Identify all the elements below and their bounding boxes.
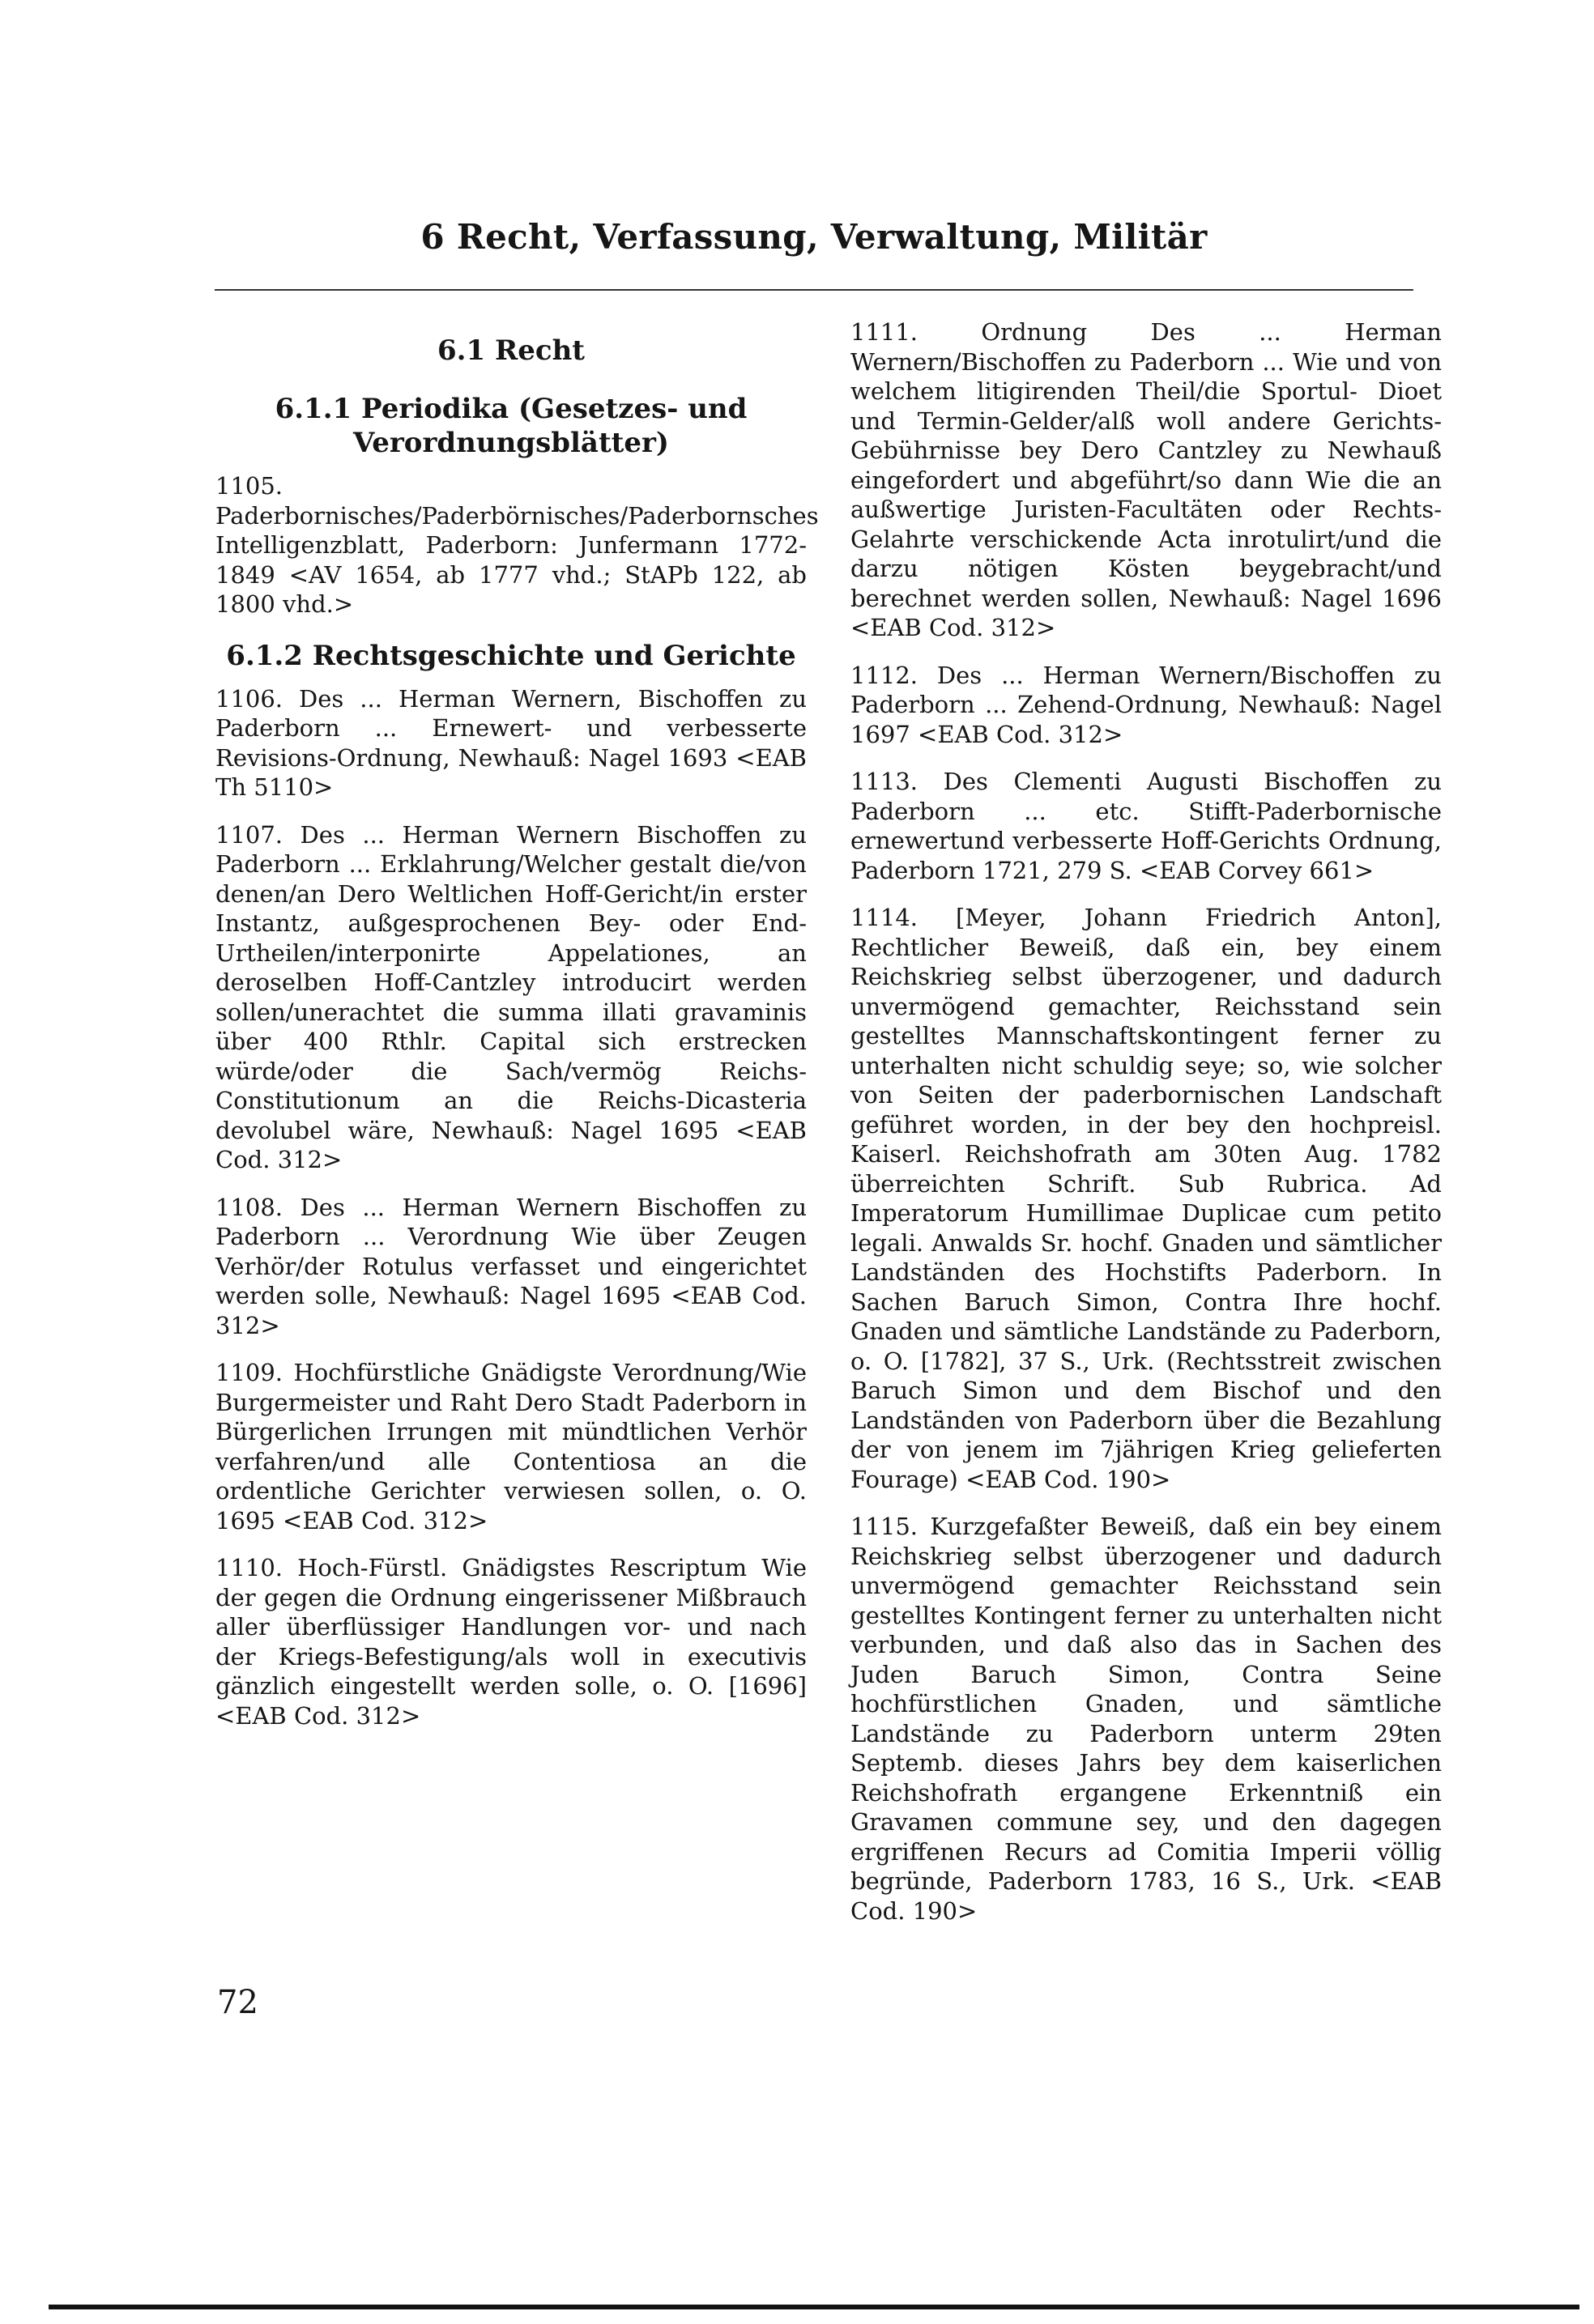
chapter-title: 6 Recht, Verfassung, Verwaltung, Militär (420, 217, 1208, 257)
header-rule (215, 289, 1413, 291)
right-column (850, 317, 1442, 1943)
page-number: 72 (217, 1984, 258, 2021)
entry-1115: 1115. Kurzgefaßter Beweiß, daß ein bey einem Reichskrieg selbst überzogener und dadurch unvermögend gemachter Reichsstand sein gestelltes Kontingent ferner zu unterhalten nicht verbunden, und daß also das in Sachen des Juden Baruch Simon, Contra Seine hochfürstlichen Gnaden, und sämtliche Landstände zu Paderborn unterm 29ten Septemb. dieses Jahrs bey dem kaiserlichen Reichshofrath ergangene Erkenntniß ein Gravamen commune sey, und den dagegen ergriffenen Recurs ad Comitia Imperii völlig begründe, Paderborn 1783, 16 S., Urk. <EAB Cod. 190> (850, 1513, 1442, 1925)
left-column (215, 317, 819, 1748)
entry-1113: 1113. Des Clementi Augusti Bischoffen zu Paderborn ... etc. Stifft-Paderbornische ernewertund verbesserte Hoff-Gerichts Ordnung, Paderborn 1721, 279 S. <EAB Corvey 661> (850, 768, 1442, 884)
entry-1110: 1110. Hoch-Fürstl. Gnädigstes Rescriptum Wie der gegen die Ordnung eingerissener Mißbrauch aller überflüssiger Handlungen vor- und nach der Kriegs-Befestigung/als woll in executivis gänzlich eingestellt werden solle, o. O. [1696] <EAB Cod. 312> (215, 1554, 807, 1730)
entry-1106: 1106. Des ... Herman Wernern, Bischoffen zu Paderborn ... Ernewert- und verbesserte Revisions-Ordnung, Newhauß: Nagel 1693 <EAB Th 5110> (215, 684, 807, 801)
entry-1109: 1109. Hochfürstliche Gnädigste Verordnung/Wie Burgermeister und Raht Dero Stadt Paderborn in Bürgerlichen Irrungen mit mündtlichen Verhör verfahren/und alle Contentiosa an die ordentliche Gerichter verwiesen sollen, o. O. 1695 <EAB Cod. 312> (215, 1359, 807, 1534)
entry-1107: 1107. Des ... Herman Wernern Bischoffen zu Paderborn ... Erklahrung/Welcher gestalt die/von denen/an Dero Weltlichen Hoff-Gericht/in erster Instantz, außgesprochenen Bey- oder End-Urtheilen/interponirte Appelationes, an deroselben Hoff-Cantzley introducirt werden sollen/unerachtet die summa illati gravaminis über 400 Rthlr. Capital sich erstrecken würde/oder die Sach/vermög Reichs-Constitutionum an die Reichs-Dicasteria devolubel wäre, Newhauß: Nagel 1695 <EAB Cod. 312> (215, 820, 807, 1173)
entry-1105: 1105. Paderbornisches/Paderbörnisches/Paderbornsches Intelligenzblatt, Paderborn: Junfermann 1772-1849 <AV 1654, ab 1777 vhd.; StAPb 122, ab 1800 vhd.> (215, 472, 819, 618)
section-heading-6-1-1: 6.1.1 Periodika (Gesetzes- und Verordnungsblätter) (275, 393, 748, 459)
entry-1112: 1112. Des ... Herman Wernern/Bischoffen zu Paderborn ... Zehend-Ordnung, Newhauß: Nagel 1697 <EAB Cod. 312> (850, 661, 1442, 748)
entry-1111: 1111. Ordnung Des ... Herman Wernern/Bischoffen zu Paderborn ... Wie und von welchem litigirenden Theil/die Sportul- Dioet und Termin-Gelder/alß woll andere Gerichts-Gebührnisse bey Dero Cantzley zu Newhauß eingefordert und abgeführt/so dann Wie die an außwertige Juristen-Facultäten oder Rechts-Gelahrte verschickende Acta inrotulirt/und die darzu nötigen Kösten beygebracht/und berechnet werden sollen, Newhauß: Nagel 1696 <EAB Cod. 312> (850, 318, 1442, 641)
entry-1108: 1108. Des ... Herman Wernern Bischoffen zu Paderborn ... Verordnung Wie über Zeugen Verhör/der Rotulus verfasset und eingerichtet werden solle, Newhauß: Nagel 1695 <EAB Cod. 312> (215, 1193, 807, 1339)
section-heading-6-1-2: 6.1.2 Rechtsgeschichte und Gerichte (226, 639, 796, 672)
footer-rule (49, 2305, 1579, 2309)
entry-1114: 1114. [Meyer, Johann Friedrich Anton], Rechtlicher Beweiß, daß ein, bey einem Reichskrieg selbst überzogener, und dadurch unvermögend gemachter, Reichsstand sein gestelltes Mannschaftskontingent ferner zu unterhalten nicht schuldig seye; so, wie solcher von Seiten der paderbornischen Landschaft geführet worden, in der bey den hochpreisl. Kaiserl. Reichshofrath am 30ten Aug. 1782 überreichten Schrift. Sub Rubrica. Ad Imperatorum Humillimae Duplicae cum petito legali. Anwalds Sr. hochf. Gnaden und sämtlicher Landständen des Hochstifts Paderborn. In Sachen Baruch Simon, Contra Ihre hochf. Gnaden und sämtliche Landstände zu Paderborn, o. O. [1782], 37 S., Urk. (Rechtsstreit zwischen Baruch Simon und dem Bischof und den Landständen von Paderborn über die Bezahlung der von jenem im 7jährigen Krieg gelieferten Fourage) <EAB Cod. 190> (850, 904, 1442, 1493)
section-heading-6-1: 6.1 Recht (437, 334, 585, 367)
